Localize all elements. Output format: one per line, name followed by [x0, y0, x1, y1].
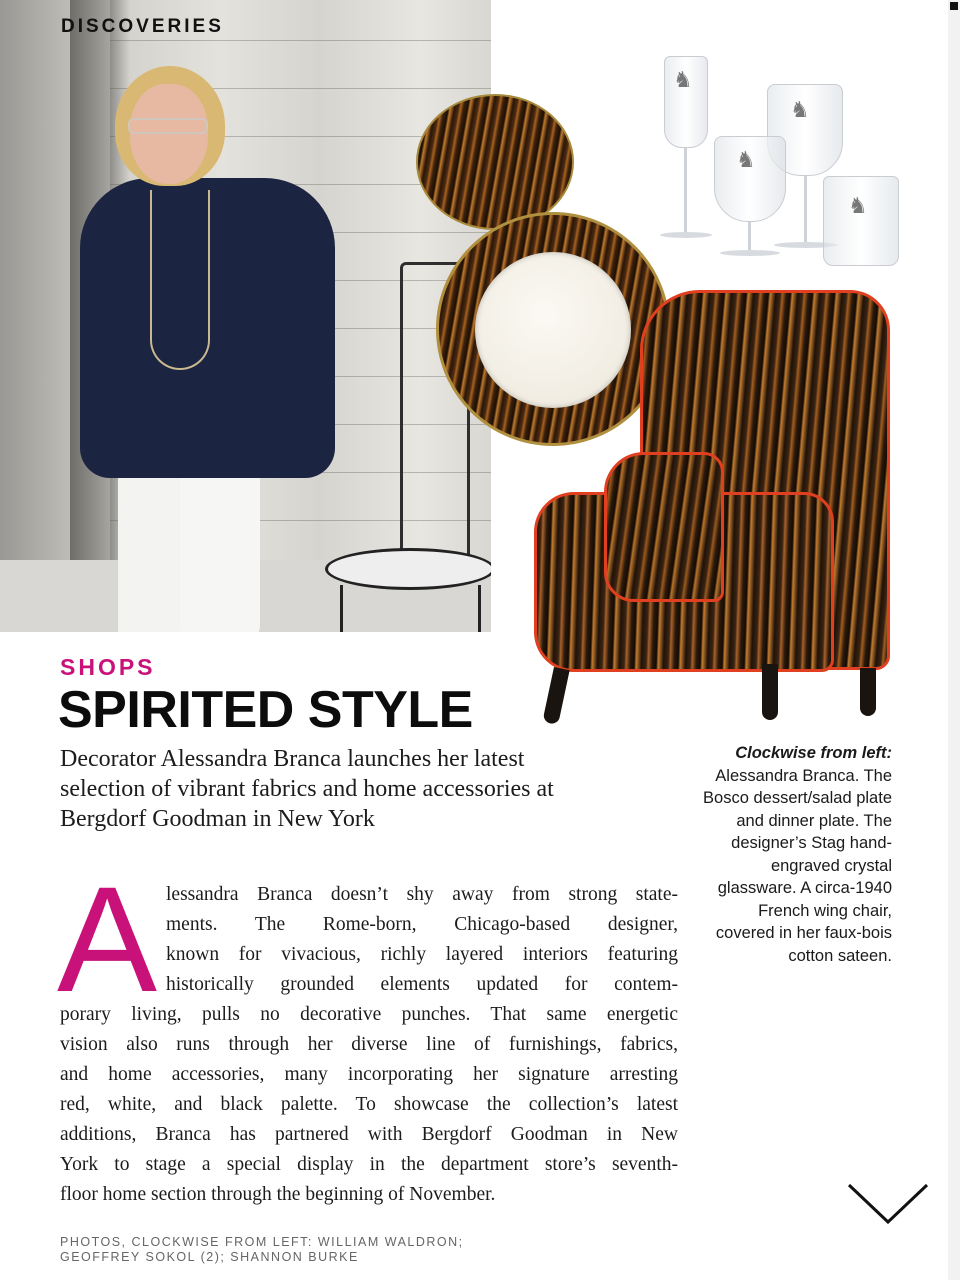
photo-caption	[700, 742, 892, 967]
caption-text: Alessandra Branca. The Bosco dessert/salad plate and dinner plate. The designer’s Stag hand-engraved crystal glassware. A circa-1940 French wing chair, covered in her faux-bois cotton sateen.	[703, 766, 892, 965]
chair-leg	[542, 667, 569, 725]
body-line: vision also runs through her diverse line of furnishings, fabrics,	[60, 1034, 678, 1055]
body-line: additions, Branca has partnered with Bergdorf Goodman in New	[60, 1124, 678, 1145]
body-line: ments. The Rome-born, Chicago-based designer,	[166, 914, 678, 935]
caption-lead: Clockwise from left:	[735, 744, 892, 762]
body-line: known for vivacious, richly layered interiors featuring	[166, 944, 678, 965]
wing-chair-arm	[604, 452, 724, 602]
photo-credits	[60, 1235, 464, 1265]
chevron-down-icon[interactable]	[846, 1182, 930, 1226]
drop-cap: A	[57, 855, 158, 1023]
bosco-dessert-plate	[416, 94, 574, 230]
body-line: lessandra Branca doesn’t shy away from strong state-	[166, 884, 678, 905]
stag-engraving-icon: ♞	[790, 98, 810, 123]
dinner-plate-center	[475, 252, 631, 408]
stool-cushion	[325, 548, 491, 590]
body-line: and home accessories, many incorporating her signature arresting	[60, 1064, 678, 1085]
body-line: historically grounded elements updated for contem-	[166, 974, 678, 995]
body-line: porary living, pulls no decorative punches. That same energetic	[60, 1004, 678, 1025]
body-line: floor home section through the beginning of November.	[60, 1184, 496, 1205]
tumbler	[823, 176, 899, 266]
stag-engraving-icon: ♞	[736, 148, 756, 173]
chair-leg	[762, 664, 778, 720]
designer-photo	[0, 0, 491, 632]
section-label: DISCOVERIES	[61, 16, 224, 37]
stag-engraving-icon: ♞	[848, 194, 868, 219]
designer-face	[130, 84, 208, 184]
scrollbar-thumb[interactable]	[950, 2, 958, 10]
stag-engraving-icon: ♞	[673, 68, 693, 93]
headline: SPIRITED STYLE	[58, 681, 473, 739]
body-line: York to stage a special display in the department store’s seventh-	[60, 1154, 678, 1175]
credits-line: PHOTOS, CLOCKWISE FROM LEFT: WILLIAM WALDRON;	[60, 1235, 464, 1249]
scrollbar[interactable]	[948, 0, 960, 1280]
dek: Decorator Alessandra Branca launches her latest selection of vibrant fabrics and home accessories at Bergdorf Goodman in New York	[60, 746, 554, 832]
kicker: SHOPS	[60, 654, 156, 680]
credits-line: GEOFFREY SOKOL (2); SHANNON BURKE	[60, 1250, 359, 1264]
body-line: red, white, and black palette. To showcase the collection’s latest	[60, 1094, 678, 1115]
chair-leg	[860, 668, 876, 716]
